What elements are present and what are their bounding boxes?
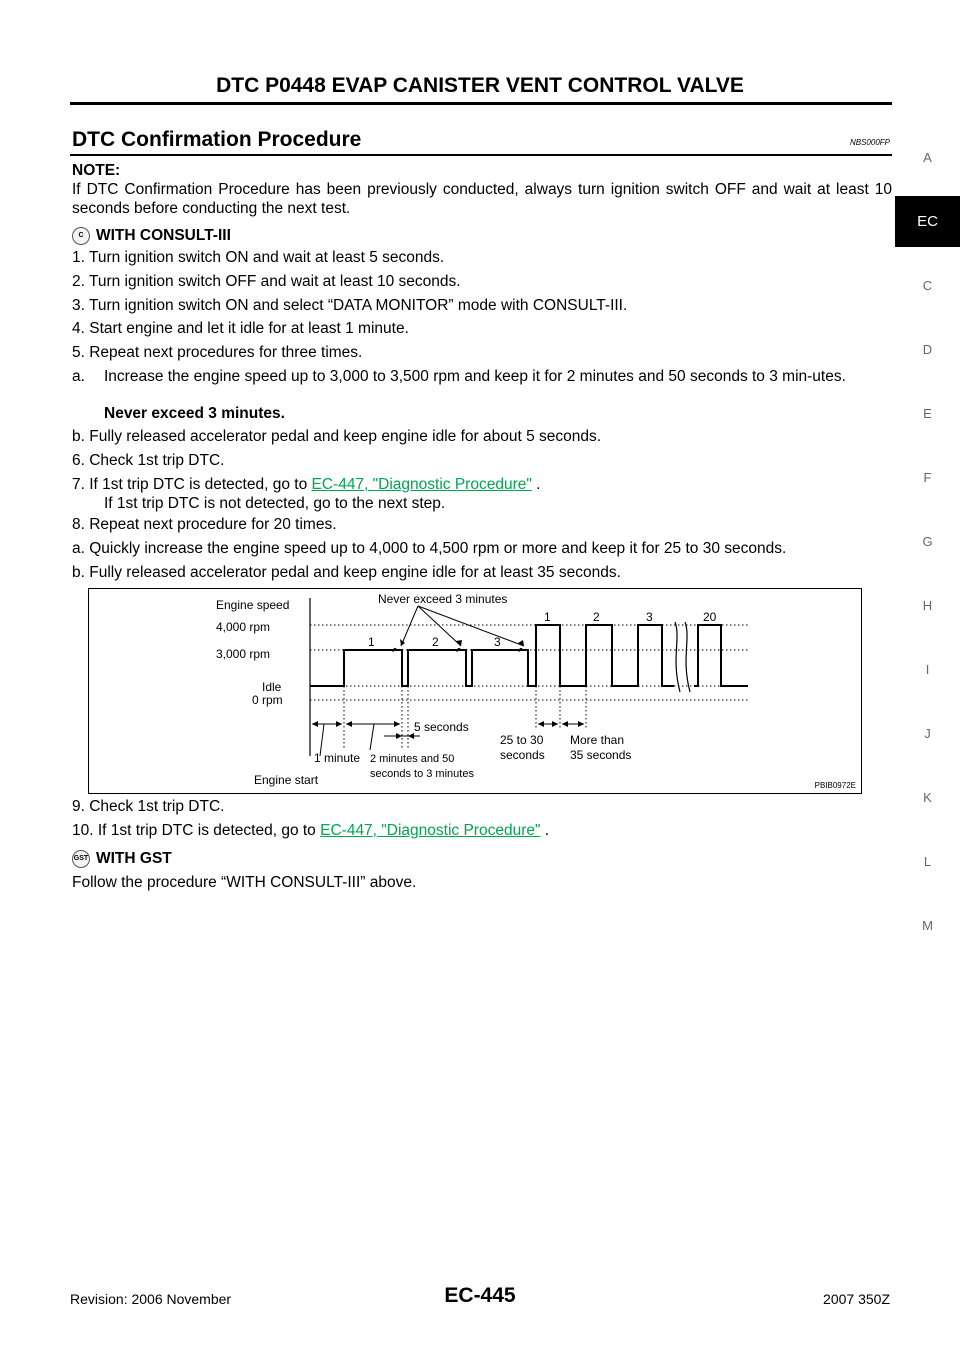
cycle-b-20: 20 xyxy=(703,610,717,624)
consult-step-9: 9. Check 1st trip DTC. xyxy=(72,798,225,815)
label-twenty-five-line2: seconds xyxy=(500,748,545,762)
consult-step-8a: a. Quickly increase the engine speed up to 4,000 to 4,500 rpm or more and keep it for 25 to 30 seconds. xyxy=(72,540,787,557)
gst-icon: GST xyxy=(72,850,90,868)
consult-heading-label: WITH CONSULT-III xyxy=(96,227,231,244)
label-never-exceed: Never exceed 3 minutes xyxy=(378,592,508,606)
footer-revision: Revision: 2006 November xyxy=(70,1291,232,1307)
section-rule xyxy=(70,154,892,156)
label-idle: Idle xyxy=(262,680,282,694)
label-more-than-line1: More than xyxy=(570,733,625,747)
consult-icon: C xyxy=(72,227,90,245)
consult-step-7 xyxy=(72,475,541,494)
consult-step-a-text: Increase the engine speed up to 3,000 to 3,500 rpm and keep it for 2 minutes and 50 seconds to 3 min-utes. xyxy=(104,368,846,385)
consult-step-8: 8. Repeat next procedure for 20 times. xyxy=(72,516,337,533)
label-two-minutes-line2: seconds to 3 minutes xyxy=(370,768,474,780)
side-tab-c[interactable]: C xyxy=(922,278,933,293)
engine-speed-timing-diagram xyxy=(88,588,862,794)
diagnostic-procedure-link[interactable]: EC-447, "Diagnostic Procedure" xyxy=(311,476,532,493)
consult-step-2: 2. Turn ignition switch OFF and wait at least 10 seconds. xyxy=(72,273,461,290)
side-tab-f[interactable]: F xyxy=(923,470,932,485)
cycle-b-2: 2 xyxy=(593,610,600,624)
label-more-than-line2: 35 seconds xyxy=(570,748,632,762)
cycle-a-1: 1 xyxy=(368,635,375,649)
side-tab-m[interactable]: M xyxy=(922,918,933,933)
page-number: EC-445 xyxy=(444,1284,516,1307)
side-tab-d[interactable]: D xyxy=(922,342,933,357)
side-tab-j[interactable]: J xyxy=(924,726,931,741)
consult-step-b: b. Fully released accelerator pedal and keep engine idle for about 5 seconds. xyxy=(72,428,602,445)
label-0-rpm: 0 rpm xyxy=(252,693,283,707)
label-five-seconds: 5 seconds xyxy=(414,720,469,734)
consult-step-4: 4. Start engine and let it idle for at least 1 minute. xyxy=(72,320,409,337)
consult-step-7-prefix: 7. If 1st trip DTC is detected, go to xyxy=(72,476,312,493)
side-tab-e[interactable]: E xyxy=(923,406,932,421)
side-tab-h[interactable]: H xyxy=(922,598,933,613)
section-title: DTC Confirmation Procedure xyxy=(72,128,362,151)
side-tab-i[interactable]: I xyxy=(925,662,930,677)
diagnostic-procedure-link-2[interactable]: EC-447, "Diagnostic Procedure" xyxy=(320,822,541,839)
header-rule xyxy=(70,102,892,105)
label-4000-rpm: 4,000 rpm xyxy=(216,620,271,634)
note-label: NOTE: xyxy=(72,162,121,179)
gst-heading-label: WITH GST xyxy=(96,850,172,867)
side-tab-l[interactable]: L xyxy=(923,854,932,869)
label-engine-speed: Engine speed xyxy=(216,598,290,612)
section-code: NBS000FP xyxy=(849,138,890,147)
label-twenty-five-line1: 25 to 30 xyxy=(500,733,544,747)
consult-step-7-line2: If 1st trip DTC is not detected, go to the next step. xyxy=(104,495,446,512)
consult-step-10-suffix: . xyxy=(540,822,550,839)
side-tab-k[interactable]: K xyxy=(923,790,932,805)
label-3000-rpm: 3,000 rpm xyxy=(216,647,271,661)
cycle-a-3: 3 xyxy=(494,635,501,649)
gst-heading xyxy=(72,849,172,868)
consult-step-3: 3. Turn ignition switch ON and select “DATA MONITOR” mode with CONSULT-III. xyxy=(72,297,628,314)
label-two-minutes-line1: 2 minutes and 50 xyxy=(370,753,455,765)
label-one-minute: 1 minute xyxy=(314,751,361,765)
consult-step-1: 1. Turn ignition switch ON and wait at least 5 seconds. xyxy=(72,249,445,266)
side-tab-a[interactable]: A xyxy=(923,150,932,165)
side-tab-g[interactable]: G xyxy=(922,534,933,549)
cycle-a-2: 2 xyxy=(432,635,439,649)
consult-step-6: 6. Check 1st trip DTC. xyxy=(72,452,225,469)
figure-code: PBIB0972E xyxy=(814,781,856,790)
consult-step-a-warning: Never exceed 3 minutes. xyxy=(104,405,285,422)
label-engine-start: Engine start xyxy=(254,773,319,787)
consult-step-5: 5. Repeat next procedures for three times. xyxy=(72,344,363,361)
note-text: If DTC Confirmation Procedure has been previously conducted, always turn ignition switch OFF and wait at least 10 seconds before conducting the next test. xyxy=(72,181,892,217)
cycle-b-3: 3 xyxy=(646,610,653,624)
page-header-title: DTC P0448 EVAP CANISTER VENT CONTROL VALVE xyxy=(216,74,744,97)
consult-step-10 xyxy=(72,821,549,840)
consult-step-a-label: a. xyxy=(72,368,85,385)
consult-step-8b: b. Fully released accelerator pedal and keep engine idle for at least 35 seconds. xyxy=(72,564,621,581)
consult-step-10-prefix: 10. If 1st trip DTC is detected, go to xyxy=(72,822,321,839)
diagram-frame xyxy=(89,589,862,794)
gst-text: Follow the procedure “WITH CONSULT-III” above. xyxy=(72,874,417,891)
cycle-b-1: 1 xyxy=(544,610,551,624)
side-tab-ec[interactable]: EC xyxy=(895,196,960,247)
consult-heading xyxy=(72,226,231,245)
footer-model: 2007 350Z xyxy=(823,1291,890,1307)
consult-step-7-suffix: . xyxy=(531,476,541,493)
